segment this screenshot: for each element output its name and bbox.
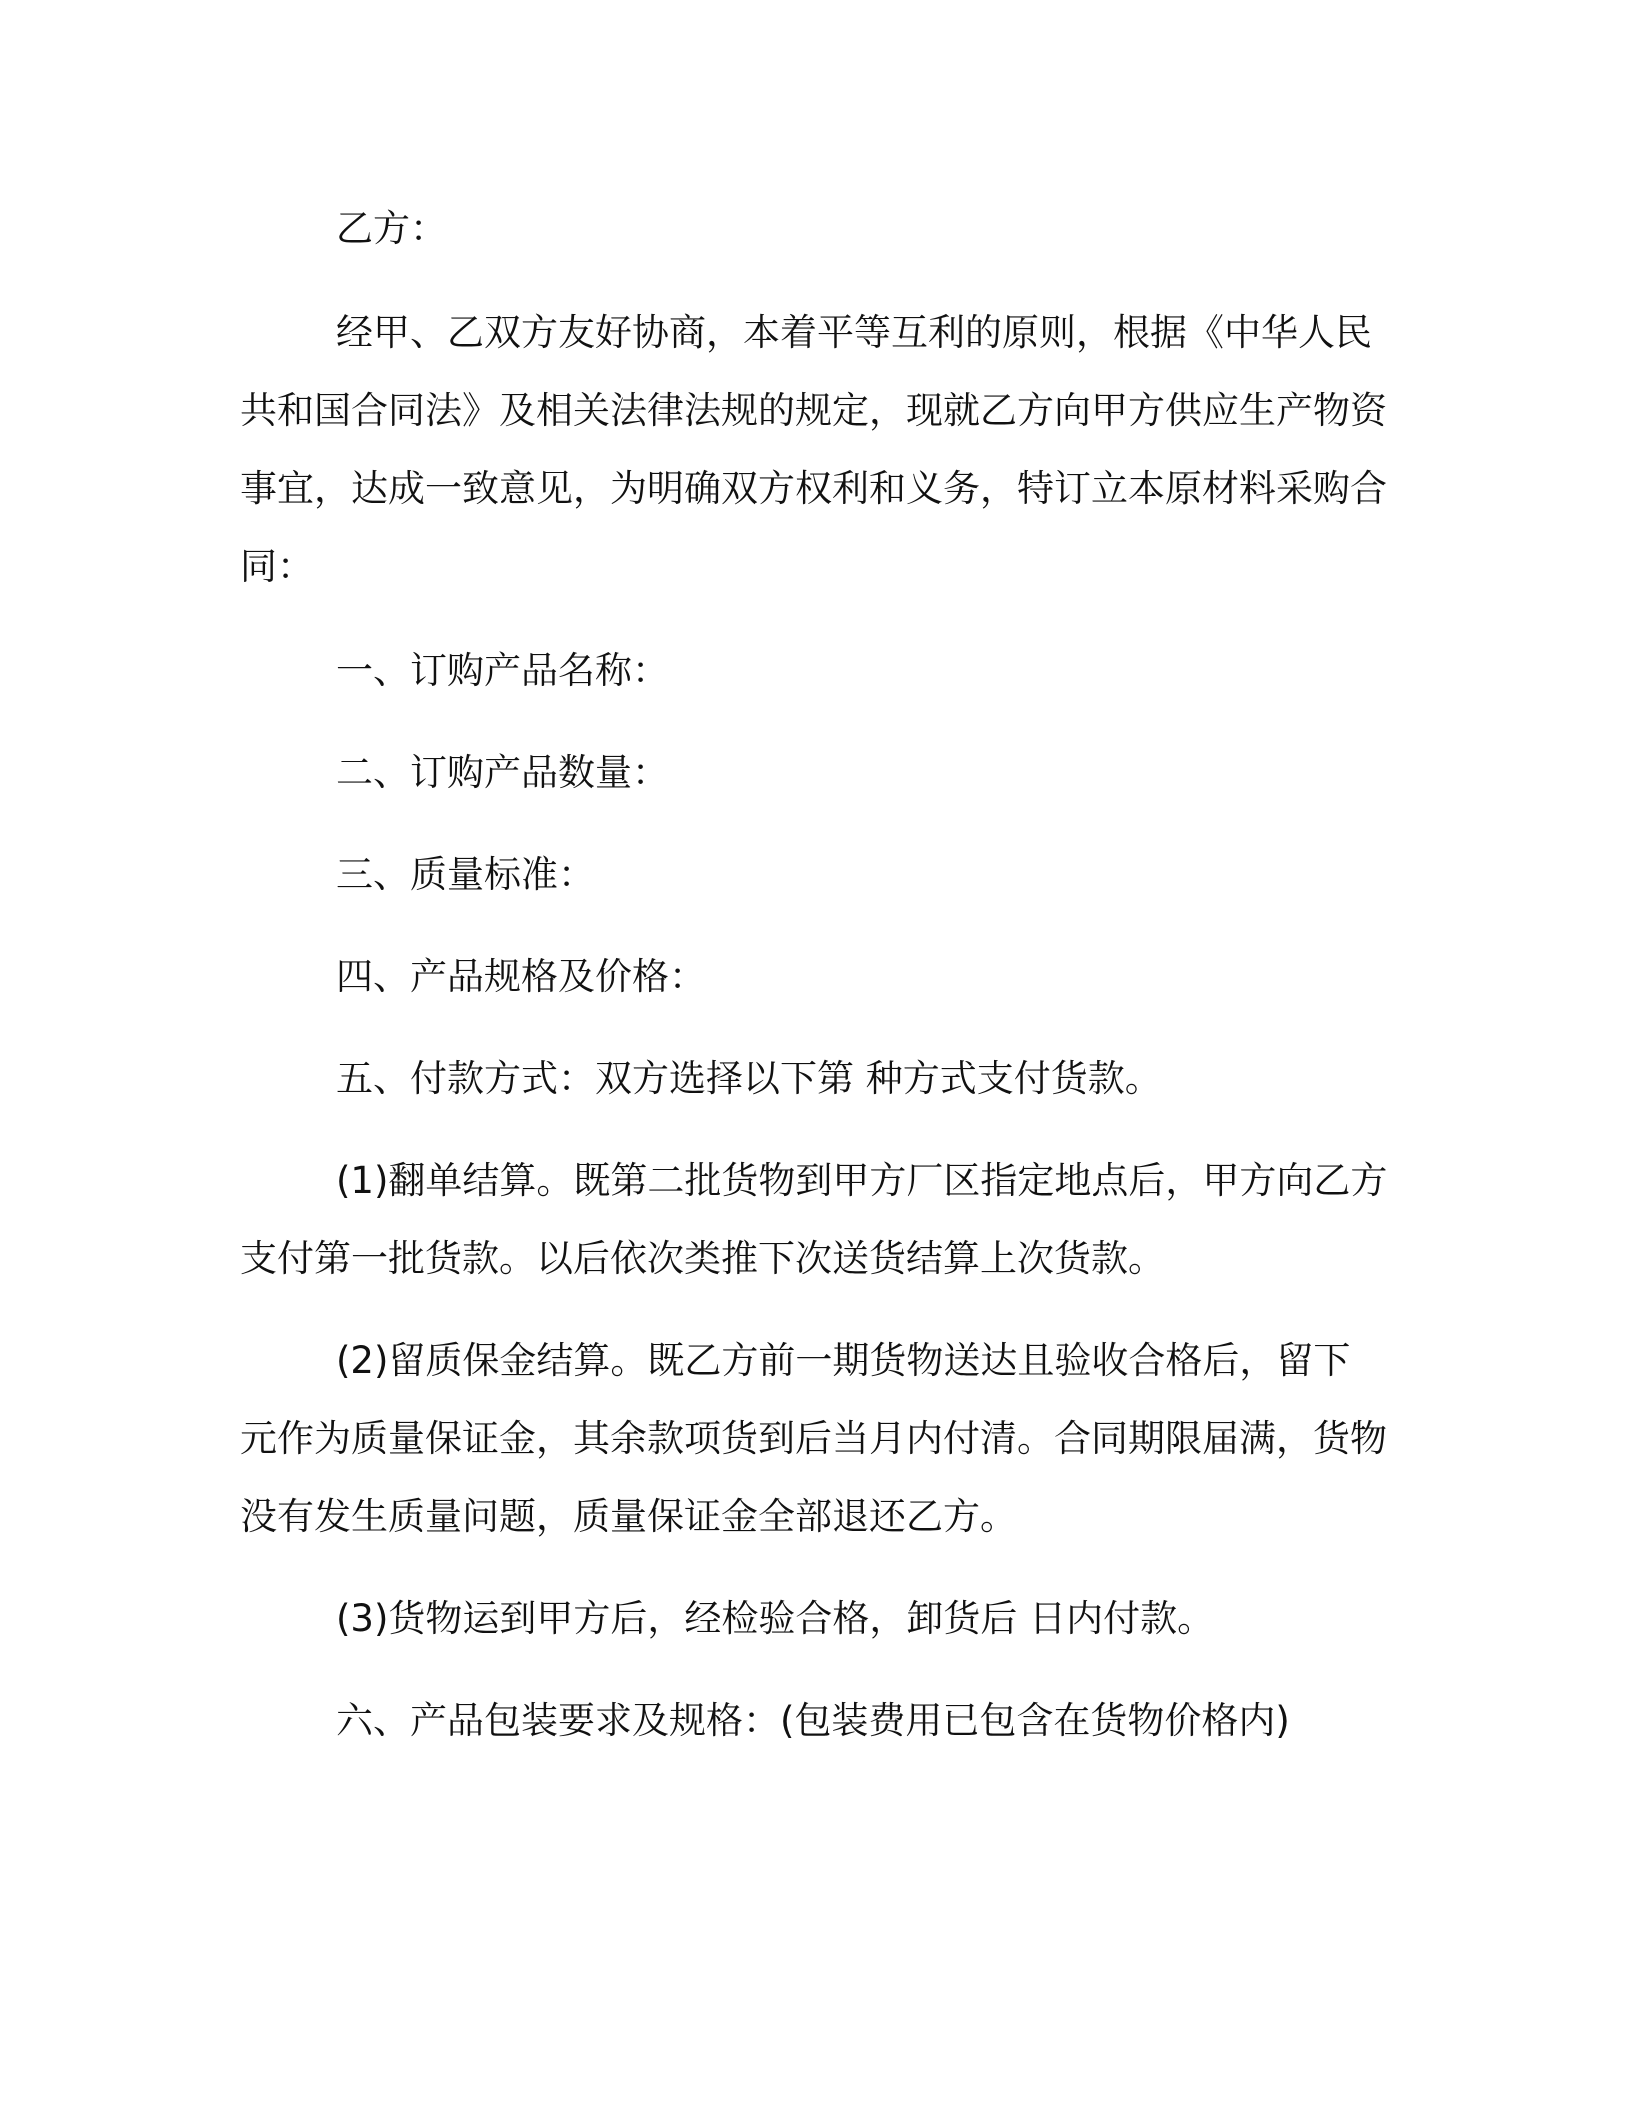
section-product-quantity: 二、订购产品数量：: [336, 751, 669, 794]
payment-option-3: (3)货物运到甲方后，经检验合格，卸货后 日内付款。: [336, 1597, 1215, 1640]
section-payment-method: 五、付款方式：双方选择以下第 种方式支付货款。: [336, 1057, 1162, 1100]
section-product-name: 一、订购产品名称：: [336, 649, 669, 692]
section-specification-price: 四、产品规格及价格：: [336, 955, 706, 998]
contract-intro-paragraph: 经甲、乙双方友好协商，本着平等互利的原则，根据《中华人民共和国合同法》及相关法律法规的规定，现就乙方向甲方供应生产物资事宜，达成一致意见，为明确双方权利和义务，特订立本原材料采购合同：: [240, 311, 1387, 588]
section-quality-standard: 三、质量标准：: [336, 853, 595, 896]
payment-option-2: (2)留质保金结算。既乙方前一期货物送达且验收合格后，留下 元作为质量保证金，其余款项货到后当月内付清。合同期限届满，货物没有发生质量问题，质量保证金全部退还乙方。: [240, 1339, 1387, 1538]
section-packaging: 六、产品包装要求及规格：(包装费用已包含在货物价格内): [336, 1699, 1290, 1742]
document-body: [240, 190, 1390, 1760]
payment-option-1: (1)翻单结算。既第二批货物到甲方厂区指定地点后，甲方向乙方支付第一批货款。以后依次类推下次送货结算上次货款。: [240, 1159, 1388, 1280]
party-b-label: 乙方：: [336, 207, 447, 250]
